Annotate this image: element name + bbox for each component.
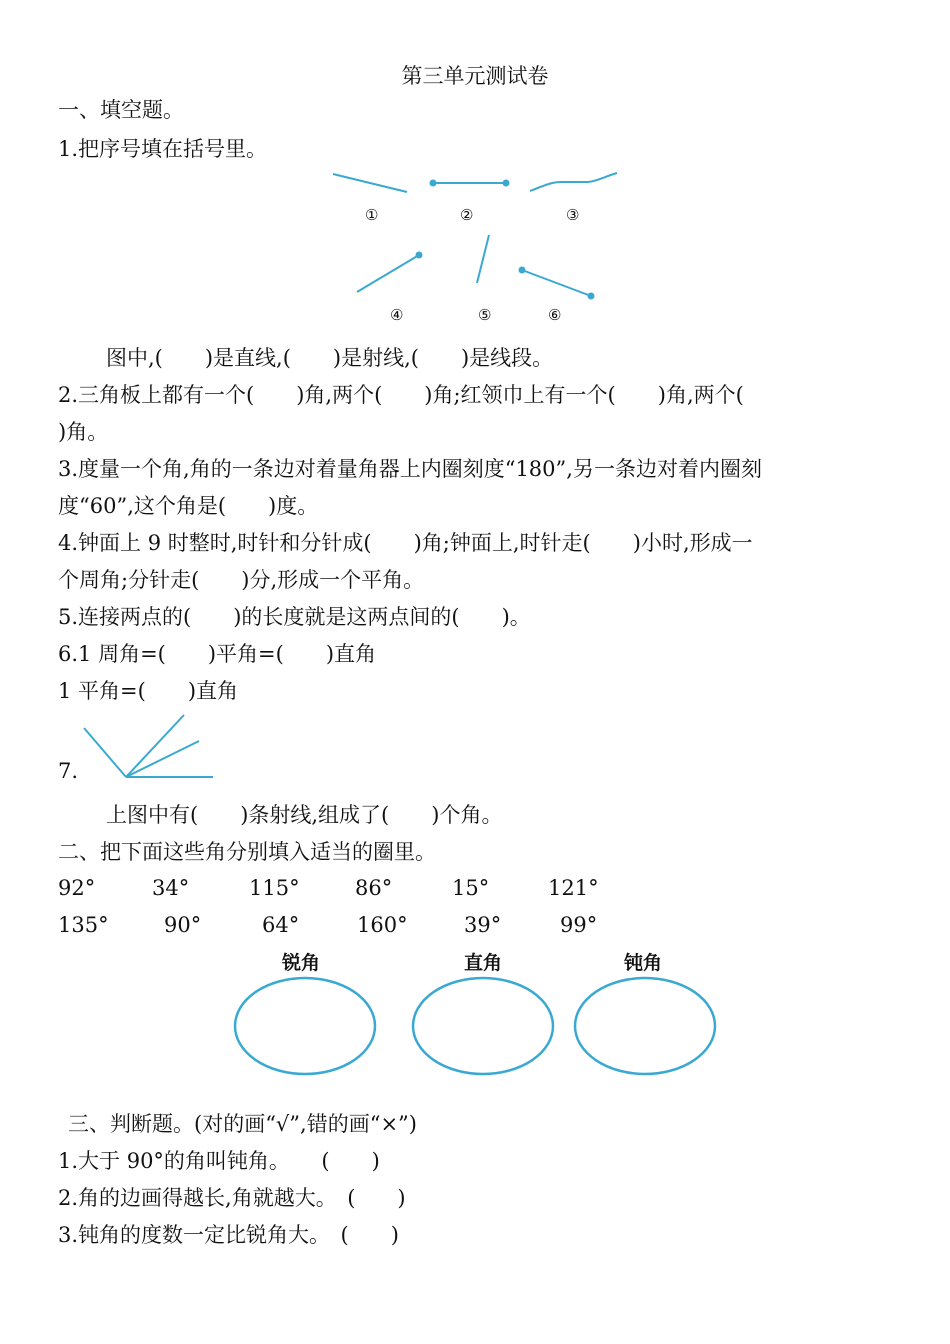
marker-1: ①	[365, 206, 379, 224]
judge-item-1: 1.大于 90°的角叫钝角。 ( )	[58, 1149, 380, 1173]
angle-value: 39°	[464, 913, 502, 937]
q4-line2: 个周角;分针走( )分,形成一个平角。	[58, 568, 425, 592]
judge-item-2: 2.角的边画得越长,角就越大。 ( )	[58, 1186, 406, 1210]
angle-value: 115°	[249, 876, 300, 900]
acute-angle-circle[interactable]	[235, 978, 375, 1074]
marker-4: ④	[390, 306, 404, 324]
angle-value: 99°	[560, 913, 598, 937]
marker-6: ⑥	[548, 306, 562, 324]
marker-5: ⑤	[478, 306, 492, 324]
angle-value: 90°	[164, 913, 202, 937]
section2-heading: 二、把下面这些角分别填入适当的圈里。	[58, 840, 436, 864]
obtuse-angle-circle[interactable]	[575, 978, 715, 1074]
figure2-endpoint-b	[504, 181, 509, 186]
angle-value: 64°	[262, 913, 300, 937]
right-angle-label: 直角	[464, 952, 503, 974]
q4-line1: 4.钟面上 9 时整时,时针和分针成( )角;钟面上,时针走( )小时,形成一	[58, 531, 753, 555]
figure5-line	[477, 235, 489, 283]
q6-line1: 6.1 周角=( )平角=( )直角	[58, 642, 377, 666]
figure4-endpoint	[417, 253, 422, 258]
q1-prompt: 1.把序号填在括号里。	[58, 137, 268, 161]
q7-ray-4	[84, 728, 126, 777]
figure4-ray	[357, 255, 419, 292]
angle-value: 86°	[355, 876, 393, 900]
figure6-segment	[522, 270, 591, 296]
figure6-endpoint-a	[520, 268, 525, 273]
marker-2: ②	[460, 206, 474, 224]
q1-answer-line: 图中,( )是直线,( )是射线,( )是线段。	[106, 346, 554, 370]
section3-heading: 三、判断题。(对的画“√”,错的画“×”)	[68, 1112, 417, 1136]
angle-value: 135°	[58, 913, 109, 937]
q2-line1: 2.三角板上都有一个( )角,两个( )角;红领巾上有一个( )角,两个(	[58, 383, 744, 407]
q7-number: 7.	[58, 759, 79, 783]
obtuse-angle-label: 钝角	[624, 952, 663, 974]
q3-line2: 度“60”,这个角是( )度。	[58, 494, 319, 518]
right-angle-circle[interactable]	[413, 978, 553, 1074]
angle-value: 15°	[452, 876, 490, 900]
q6-line2: 1 平角=( )直角	[58, 679, 239, 703]
judge-item-3: 3.钝角的度数一定比锐角大。 ( )	[58, 1223, 399, 1247]
q3-line1: 3.度量一个角,角的一条边对着量角器上内圈刻度“180”,另一条边对着内圈刻	[58, 457, 762, 481]
figure6-endpoint-b	[589, 294, 594, 299]
angle-value: 160°	[357, 913, 408, 937]
angle-value: 34°	[152, 876, 190, 900]
q2-line2: )角。	[58, 420, 109, 444]
page-title: 第三单元测试卷	[401, 64, 549, 88]
marker-3: ③	[566, 206, 580, 224]
q7-line: 上图中有( )条射线,组成了( )个角。	[106, 803, 503, 827]
angle-value: 121°	[548, 876, 599, 900]
q5: 5.连接两点的( )的长度就是这两点间的( )。	[58, 605, 531, 629]
figure2-endpoint-a	[431, 181, 436, 186]
angle-value: 92°	[58, 876, 96, 900]
section1-heading: 一、填空题。	[58, 98, 184, 122]
q7-ray-3	[126, 715, 184, 777]
figure1-line	[333, 174, 407, 192]
q7-ray-2	[126, 741, 199, 777]
acute-angle-label: 锐角	[282, 952, 321, 974]
figure3-curve	[530, 173, 617, 191]
